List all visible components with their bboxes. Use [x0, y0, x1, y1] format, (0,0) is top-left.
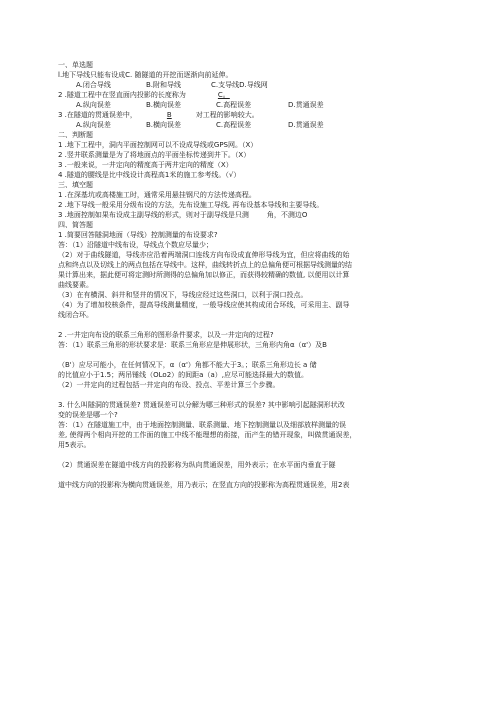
fill-item-3-text: 3 .地面控制如果布设成主副导线的形式，则对于副导线是只测 — [58, 211, 249, 219]
section-title-fill-blank: 三、填空题 — [58, 181, 93, 189]
fill-item-3 — [58, 210, 458, 220]
question-2 — [58, 90, 458, 100]
tf-item-3: 3 .一般来说，一井定向的精度高于两井定向的精度（X） — [58, 161, 233, 169]
option-b: B.附和导线 — [146, 81, 182, 89]
option-c: C.高程误差 — [216, 101, 252, 109]
sa-answer-1-line-1: 答：（1）沿隧道中线布设，导线点个数应尽量少； — [58, 241, 213, 249]
sa-answer-1-line-6: （3）在有横洞、斜井和竖井的情况下，导线应经过这些洞口，以利于洞口投点。 — [58, 291, 308, 299]
tf-item-1: 1 .地下工程中，洞内平面控制网可以不设成导线或GPS网。（X） — [58, 141, 258, 149]
question-2-answer: C。 — [217, 91, 230, 99]
fill-item-2: 2 .地下导线一般采用分级布设的方法，先布设施工导线, 再布设基本导线和主要导线。 — [58, 201, 324, 209]
section-title-true-false: 二、判断题 — [58, 131, 93, 139]
fill-item-3-tail: 角，不测边O — [266, 211, 308, 219]
sa-question-2: 2 .一井定向布设的联系三角形的图形条件要求，以及一井定向的过程? — [58, 331, 274, 339]
sa-answer-3-line-1: 答：（1）在隧道施工中，由于地面控制测量、联系测量、地下控制测量以及细部放样测量的误 — [58, 421, 346, 429]
option-a: A.闭合导线 — [76, 81, 111, 89]
question-2-text: 2 .隧道工程中在竖直面内投影的长度称为 — [58, 91, 186, 99]
question-3-answer: B — [166, 111, 172, 119]
sa-answer-1-line-4: 果计算出来，据此便可将定测时所测得的总偏角加以修正，而获得较精确的数值, 以便用以计算 — [58, 271, 350, 279]
section-title-single-choice: 一、单选题 — [58, 61, 93, 69]
sa-answer-3-para-3: 道中线方向的投影称为横向贯通误差，用乃表示；在竖直方向的投影称为高程贯通误差，用2表 — [58, 481, 350, 489]
option-c: C.支导线D.导线网 — [211, 81, 268, 89]
sa-answer-3-line-2: 差, 使得两个相向开挖的工作面的施工中线不能理想的衔接，而产生的错开现象，叫做贯通误差， — [58, 431, 357, 439]
sa-answer-3-para-2: （2）贯通误差在隧道中线方向的投影称为纵向贯通误差，用外表示；在水平面内垂直于隧 — [58, 461, 336, 469]
sa-answer-2-line-1: 答：（1）联系三角形的形状要求是：联系三角形应是伸展形状，三角形内角α（α'）及B — [58, 341, 327, 349]
sa-answer-3-line-3: 用5表示。 — [58, 441, 91, 449]
tf-item-2: 2 .竖井联系测量是为了将地面点的平面坐标传递到井下。（X） — [58, 151, 251, 159]
option-b: B.横向误差 — [146, 121, 182, 129]
option-a: A.纵向误差 — [76, 121, 111, 129]
question-3-text: 3 .在隧道的贯通误差中， — [58, 111, 137, 119]
sa-answer-2-line-3: 的比值应小于1.5；两吊锤线（OLo2）的间距a（a）,应尽可能选择最大的数值。 — [58, 371, 308, 379]
sa-answer-1-line-3: 点和终点以及切线上的两点包括在导线中。这样，曲线转折点上的总偏角便可根据导线测量的结 — [58, 261, 352, 269]
question-3-options — [58, 120, 458, 130]
sa-question-1: 1 .简要回答隧洞地面（导线）控制测量的布设要求? — [58, 231, 218, 239]
sa-answer-1-line-2: （2）对于曲线隧道，导线亦应沿着两端洞口连线方向布设成直伸形导线为宜，但应将曲线的始 — [58, 251, 350, 259]
sa-question-3-line-2: 变的误差是哪一个? — [58, 411, 118, 419]
option-c: C.高程误差 — [216, 121, 252, 129]
sa-answer-2-line-2: （B'）应尽可能小，在任何情况下，α（α'）角都不能大于3。；联系三角形边长 a 储 — [58, 361, 317, 369]
tf-item-4: 4 .隧道的腰线是比中线设计高程高1米的施工参考线。（√） — [58, 171, 241, 179]
sa-answer-2-line-4: （2）一井定向的过程包括一井定向的布设、投点、平差计算三个步骤。 — [58, 381, 280, 389]
question-1-options — [58, 80, 458, 90]
question-3 — [58, 110, 458, 120]
question-2-options — [58, 100, 458, 110]
question-3-tail: 对工程的影响较大。 — [195, 111, 259, 119]
option-d: D.贯通误差 — [288, 121, 324, 129]
sa-answer-1-line-5: 曲线要素。 — [58, 281, 93, 289]
option-b: B.横向误差 — [146, 101, 182, 109]
sa-answer-1-line-8: 线闭合环。 — [58, 311, 93, 319]
option-a: A.纵向误差 — [76, 101, 111, 109]
sa-question-3-line-1: 3. 什么叫隧洞的贯通误差? 贯通误差可以分解为哪三种形式的误差? 其中影响引起隧洞形状改 — [58, 401, 345, 409]
option-d: D.贯通误差 — [288, 101, 324, 109]
question-1: l.地下导线只能布设成C. 随隧道的开挖而逐渐向前延伸。 — [58, 71, 233, 79]
fill-item-1: 1 .在深基坑或高楼施工时，通常采用悬挂钢尺的方法传递高程。 — [58, 191, 256, 199]
document-page — [58, 60, 458, 490]
section-title-short-answer: 四、简答题 — [58, 221, 93, 229]
sa-answer-1-line-7: （4）为了增加校核条件，提高导线测量精度，一般导线应使其构成闭合环线，可采用主、副导 — [58, 301, 350, 309]
